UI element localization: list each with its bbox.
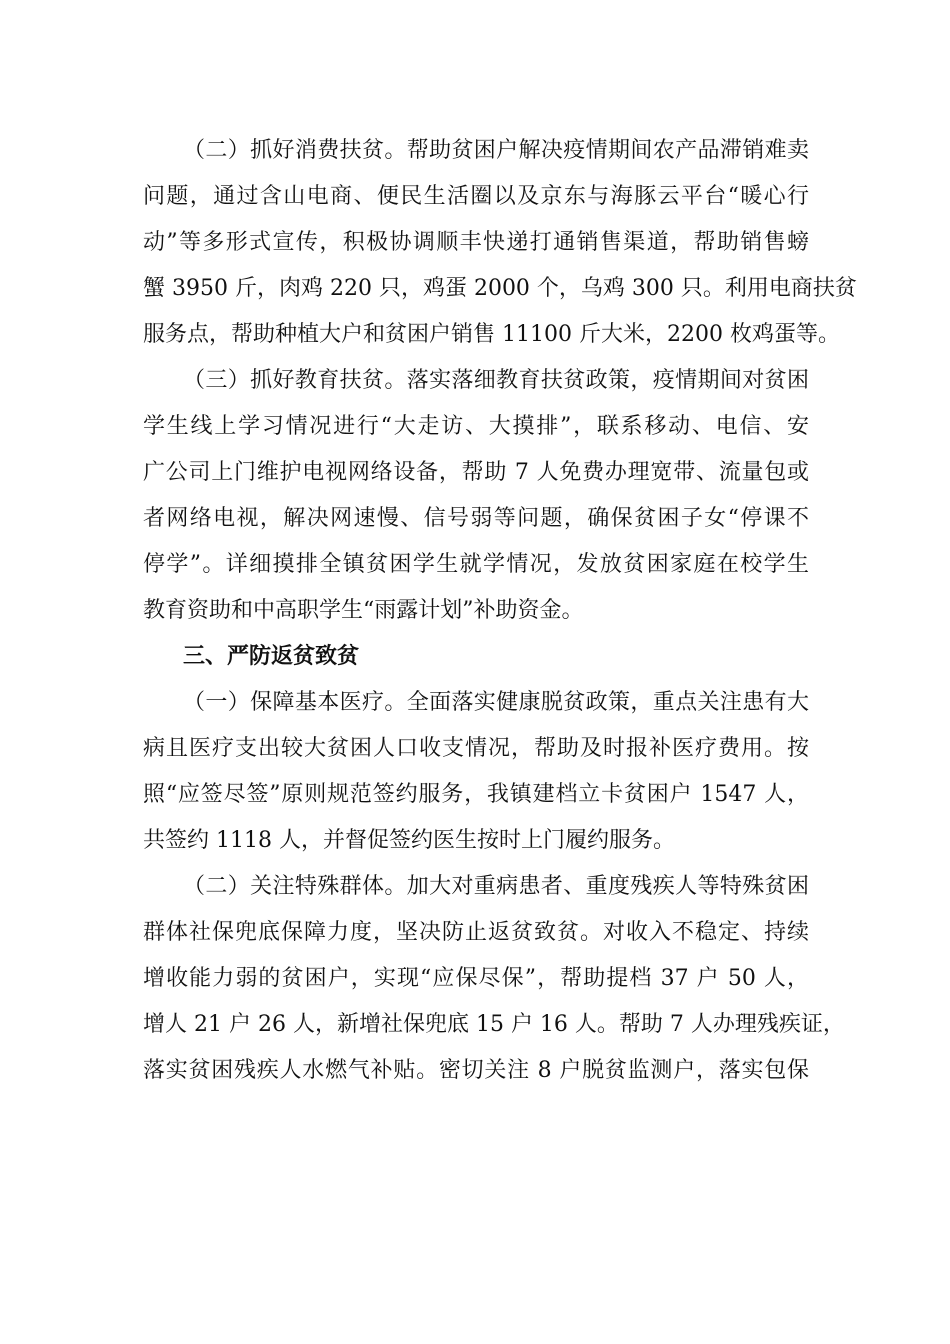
text-line: 群体社保兜底保障力度，坚决防止返贫致贫。对收入不稳定、持续 — [143, 920, 809, 945]
text-line: 病且医疗支出较大贫困人口收支情况，帮助及时报补医疗费用。按 — [143, 736, 809, 761]
document-body — [143, 128, 857, 1094]
text-line: 增人 21 户 26 人，新增社保兜底 15 户 16 人。帮助 7 人办理残疾证， — [143, 1012, 845, 1037]
text-line: 教育资助和中高职学生“雨露计划”补助资金。 — [143, 598, 584, 623]
text-line: （一）保障基本医疗。全面落实健康脱贫政策，重点关注患有大 — [183, 690, 809, 715]
text-line: （二）抓好消费扶贫。帮助贫困户解决疫情期间农产品滞销难卖 — [183, 138, 809, 163]
text-line: 共签约 1118 人，并督促签约医生按时上门履约服务。 — [143, 828, 675, 853]
text-line: 照“应签尽签”原则规范签约服务，我镇建档立卡贫困户 1547 人， — [143, 782, 809, 807]
text-line: 停学”。详细摸排全镇贫困学生就学情况，发放贫困家庭在校学生 — [143, 552, 809, 577]
section-heading: 三、严防返贫致贫 — [183, 644, 360, 669]
text-line: 学生线上学习情况进行“大走访、大摸排”，联系移动、电信、安 — [143, 414, 809, 439]
text-line: （三）抓好教育扶贫。落实落细教育扶贫政策，疫情期间对贫困 — [183, 368, 809, 393]
text-line: 问题，通过含山电商、便民生活圈以及京东与海豚云平台“暖心行 — [143, 184, 809, 209]
text-line: 增收能力弱的贫困户，实现“应保尽保”，帮助提档 37 户 50 人， — [143, 966, 809, 991]
text-line: 动”等多形式宣传，积极协调顺丰快递打通销售渠道，帮助销售螃 — [143, 230, 809, 255]
text-line: （二）关注特殊群体。加大对重病患者、重度残疾人等特殊贫困 — [183, 874, 809, 899]
text-line: 者网络电视，解决网速慢、信号弱等问题，确保贫困子女“停课不 — [143, 506, 809, 531]
text-line: 蟹 3950 斤，肉鸡 220 只，鸡蛋 2000 个，乌鸡 300 只。利用电商扶贫 — [143, 276, 857, 301]
text-line: 落实贫困残疾人水燃气补贴。密切关注 8 户脱贫监测户，落实包保 — [143, 1058, 809, 1083]
text-line: 广公司上门维护电视网络设备，帮助 7 人免费办理宽带、流量包或 — [143, 460, 809, 485]
text-line: 服务点，帮助种植大户和贫困户销售 11100 斤大米，2200 枚鸡蛋等。 — [143, 322, 840, 347]
